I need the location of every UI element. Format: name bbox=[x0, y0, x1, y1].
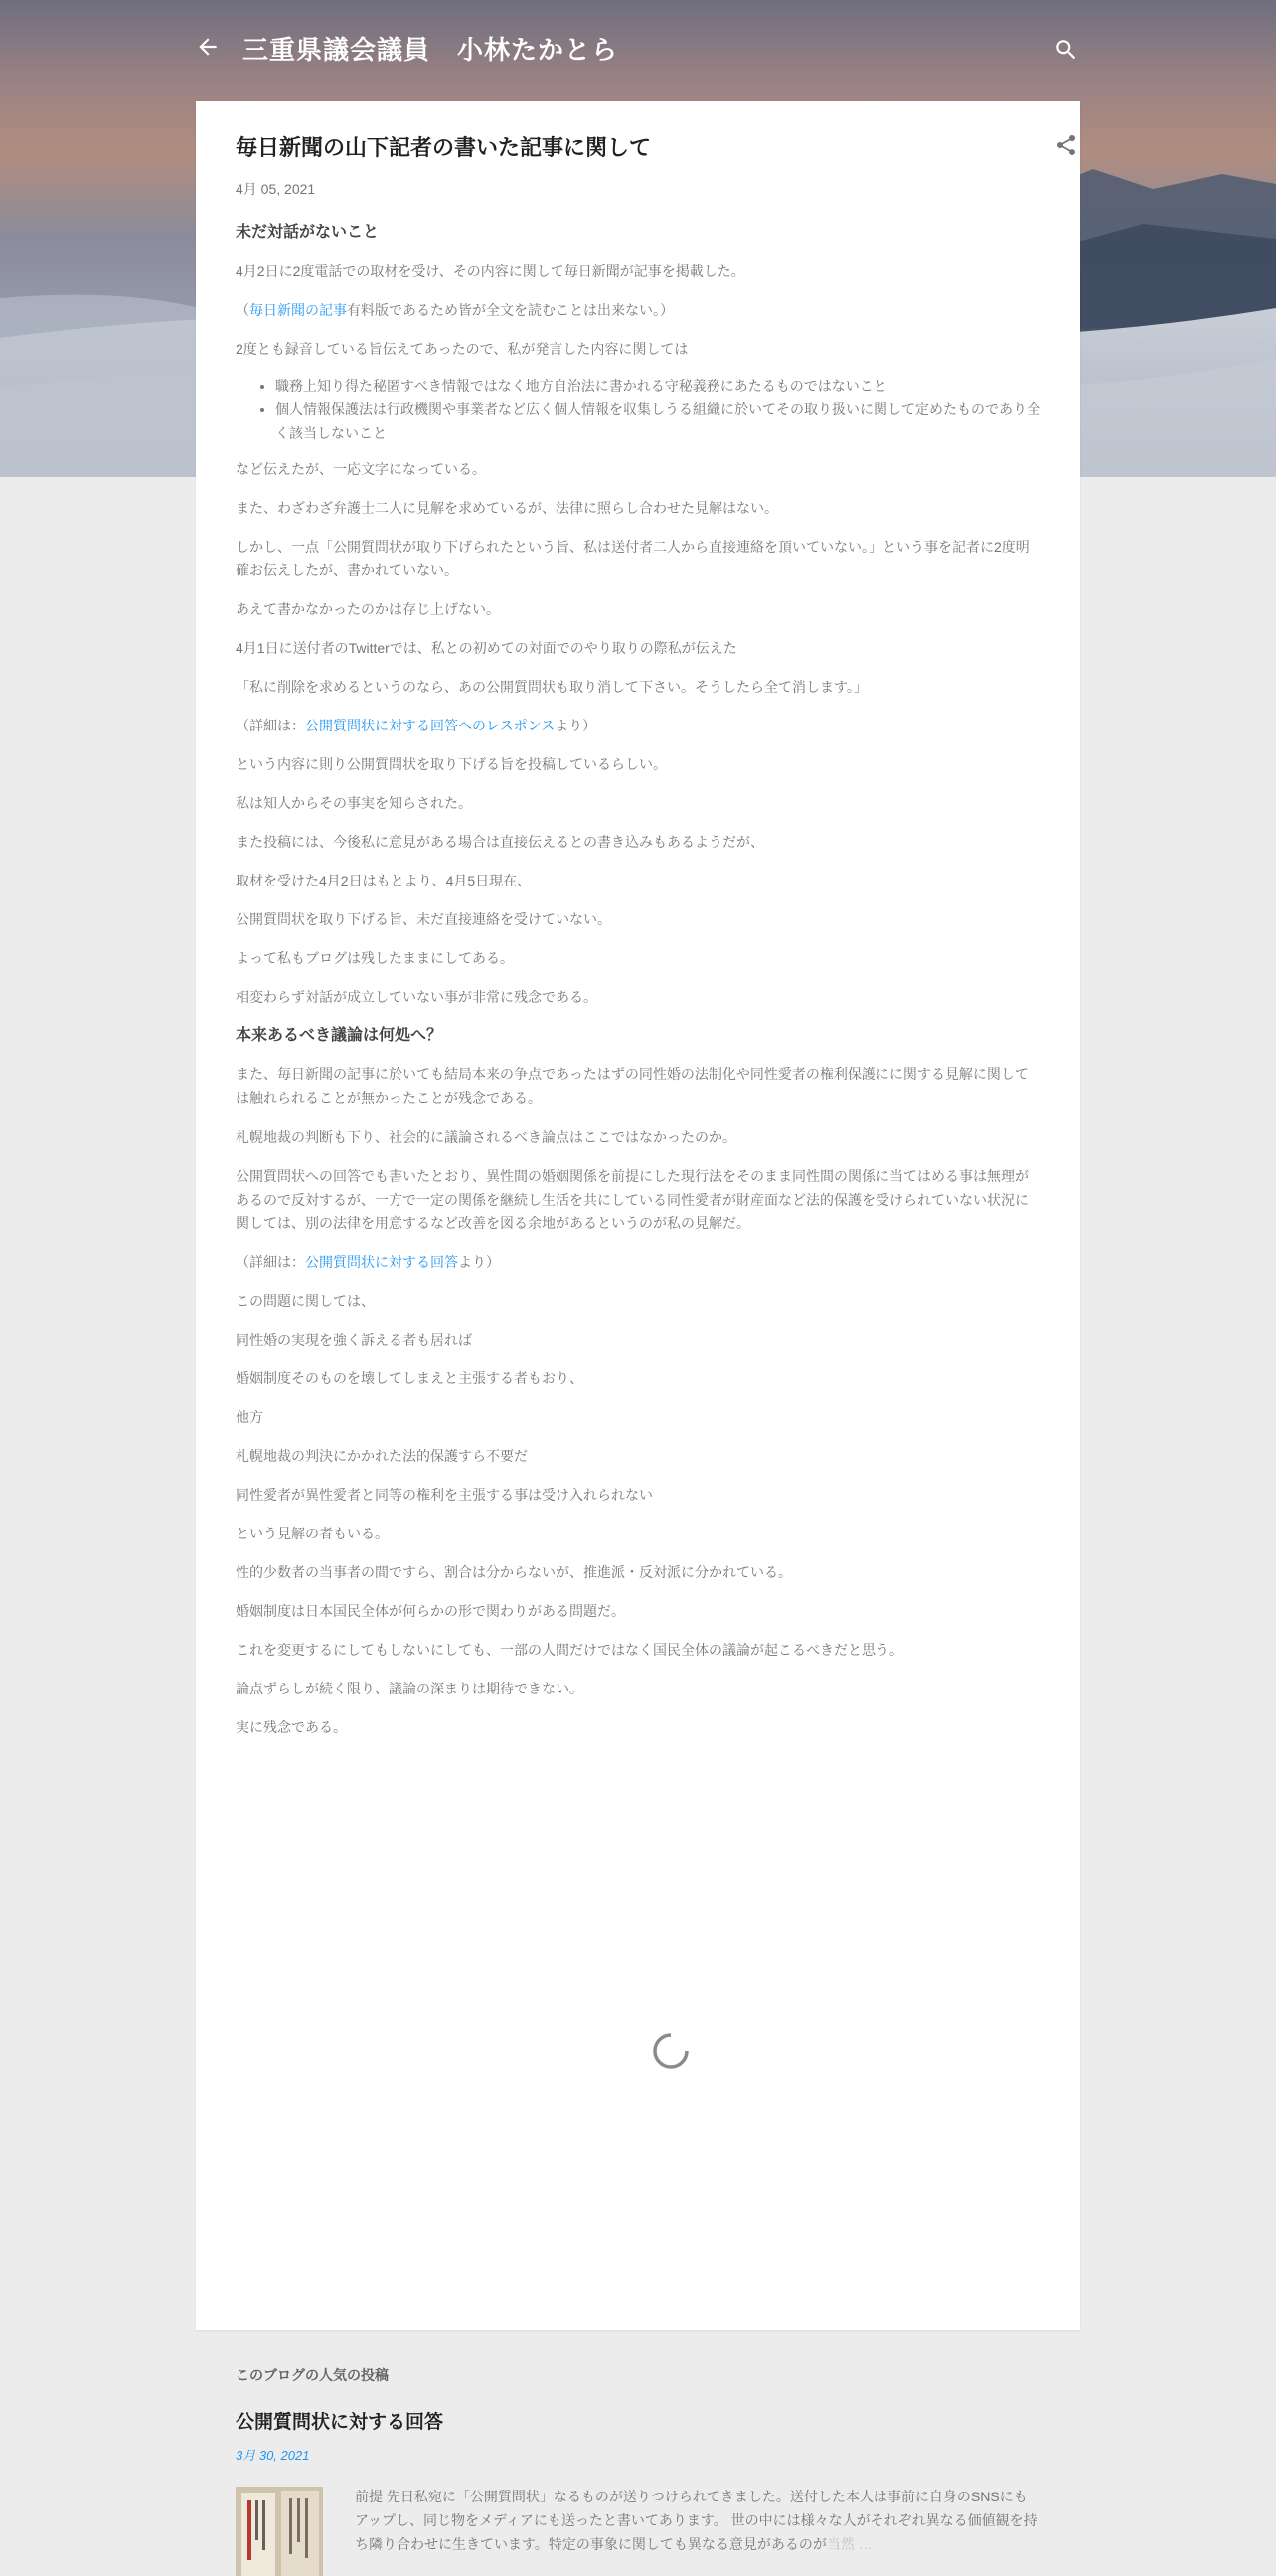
paren-open: （ bbox=[236, 302, 249, 318]
post-date: 4月 05, 2021 bbox=[236, 181, 316, 197]
list-item: • 職務上知り得た秘匿すべき情報ではなく地方自治法に書かれる守秘義務にあたるものではないこと bbox=[275, 374, 1040, 398]
paragraph: また投稿には、今後私に意見がある場合は直接伝えるとの書き込みもあるようだが、 bbox=[236, 834, 764, 850]
post-body bbox=[236, 221, 1040, 1754]
paragraph-text: より） bbox=[458, 1254, 500, 1270]
paragraph: 同性愛者が異性愛者と同等の権利を主張する事は受け入れられない bbox=[236, 1487, 653, 1503]
paragraph: 2度とも録音している旨伝えてあったので、私が発言した内容に関しては bbox=[236, 341, 689, 357]
response-post-link[interactable]: 公開質問状に対する回答へのレスポンス bbox=[305, 718, 556, 733]
paragraph-text: より） bbox=[555, 718, 597, 733]
paragraph: 実に残念である。 bbox=[236, 1719, 347, 1735]
paragraph: しかし、一点「公開質問状が取り下げられたという旨、私は送付者二人から直接連絡を頂いていない。」という事を記者に2度明確お伝えしたが、書かれていない。 bbox=[236, 539, 1030, 578]
paragraph-text: 有料版であるため皆が全文を読むことは出来ない。） bbox=[347, 302, 674, 318]
paragraph-text: （詳細は： bbox=[236, 1254, 305, 1270]
search-icon[interactable] bbox=[1053, 37, 1079, 63]
paragraph bbox=[236, 1250, 1040, 1274]
paragraph: など伝えたが、一応文字になっている。 bbox=[236, 461, 486, 477]
paragraph: という内容に則り公開質問状を取り下げる旨を投稿しているらしい。 bbox=[236, 756, 667, 772]
paragraph: 4月1日に送付者のTwitterでは、私との初めての対面でのやり取りの際私が伝えた bbox=[236, 640, 737, 656]
loading-spinner-icon bbox=[651, 2031, 691, 2071]
paragraph: 公開質問状への回答でも書いたとおり、異性間の婚姻関係を前提にした現行法をそのまま同性間の関係に当てはめる事は無理があるので反対するが、一方で一定の関係を継続し生活を共にしている同性愛者が財産面など法的保護を受けられていない状況に関しては、別の法律を用意するなど改善を図る余地があるというのが私の見解だ。 bbox=[236, 1168, 1029, 1231]
paragraph: また、毎日新聞の記事に於いても結局本来の争点であったはずの同性婚の法制化や同性愛者の権利保護にに関する見解に関しては触れられることが無かったことが残念である。 bbox=[236, 1066, 1029, 1106]
paragraph: 公開質問状を取り下げる旨、未だ直接連絡を受けていない。 bbox=[236, 911, 611, 927]
paragraph: という見解の者もいる。 bbox=[236, 1526, 389, 1541]
popular-post-title[interactable]: 公開質問状に対する回答 bbox=[236, 2412, 444, 2433]
post-title: 毎日新聞の山下記者の書いた記事に関して bbox=[236, 135, 652, 160]
paragraph: 他方 bbox=[236, 1409, 263, 1425]
arrow-back-icon[interactable] bbox=[195, 34, 221, 60]
paragraph: 婚姻制度は日本国民全体が何らかの形で関わりがある問題だ。 bbox=[236, 1603, 625, 1619]
popular-posts-heading: このブログの人気の投稿 bbox=[236, 2367, 389, 2383]
paragraph: この問題に関しては、 bbox=[236, 1293, 375, 1309]
top-app-bar bbox=[0, 0, 1276, 99]
popular-post-snippet bbox=[355, 2485, 1040, 2556]
paragraph: 婚姻制度そのものを壊してしまえと主張する者もおり、 bbox=[236, 1370, 583, 1386]
mainichi-article-link[interactable]: 毎日新聞の記事 bbox=[249, 302, 347, 318]
document-thumbnail-image bbox=[236, 2487, 323, 2576]
post-card bbox=[196, 101, 1080, 2330]
paragraph bbox=[236, 714, 1040, 737]
paragraph: また、わざわざ弁護士二人に見解を求めているが、法律に照らし合わせた見解はない。 bbox=[236, 500, 778, 516]
paragraph: 札幌地裁の判断も下り、社会的に議論されるべき論点はここではなかったのか。 bbox=[236, 1129, 736, 1145]
paragraph: 私は知人からその事実を知らされた。 bbox=[236, 795, 472, 811]
popular-post-date: 3月 30, 2021 bbox=[236, 2448, 310, 2463]
snippet-text: 前提 先日私宛に「公開質問状」なるものが送りつけられてきました。送付した本人は事前に自身のSNSにもアップし、同じ物をメディアにも送ったと書いてあります。 世の中には様々な人がそれぞれ異なる価値観を持ち隣り合わせに生きています。特定の事象に関しても異なる意見があるのが bbox=[355, 2489, 1037, 2552]
section-heading: 未だ対話がないこと bbox=[236, 224, 380, 241]
popular-post-thumbnail[interactable] bbox=[236, 2487, 323, 2576]
paragraph: 同性婚の実現を強く訴える者も居れば bbox=[236, 1332, 472, 1348]
paragraph: よって私もブログは残したままにしてある。 bbox=[236, 950, 514, 966]
paragraph: 相変わらず対話が成立していない事が非常に残念である。 bbox=[236, 989, 597, 1005]
snippet-ellipsis: … bbox=[858, 2536, 873, 2552]
answer-post-link[interactable]: 公開質問状に対する回答 bbox=[305, 1254, 458, 1270]
paragraph: これを変更するにしてもしないにしても、一部の人間だけではなく国民全体の議論が起こるべきだと思う。 bbox=[236, 1642, 903, 1658]
paragraph: あえて書かなかったのかは存じ上げない。 bbox=[236, 601, 500, 617]
blog-title[interactable]: 三重県議会議員 小林たかとら bbox=[242, 35, 619, 65]
share-icon[interactable] bbox=[1054, 133, 1078, 157]
paragraph: 論点ずらしが続く限り、議論の深まりは期待できない。 bbox=[236, 1681, 583, 1696]
section-heading: 本来あるべき議論は何処へ？ bbox=[236, 1027, 443, 1044]
paragraph: 札幌地裁の判決にかかれた法的保護すら不要だ bbox=[236, 1448, 528, 1464]
paragraph bbox=[236, 298, 1040, 322]
list-item: • 個人情報保護法は行政機関や事業者など広く個人情報を収集しうる組織に於いてその取り扱いに関して定めたものであり全く該当しないこと bbox=[275, 398, 1040, 445]
paragraph-text: （詳細は： bbox=[236, 718, 305, 733]
paragraph: 取材を受けた4月2日はもとより、4月5日現在、 bbox=[236, 873, 532, 888]
paragraph: 「私に削除を求めるというのなら、あの公開質問状も取り消して下さい。そうしたら全て消します。」 bbox=[236, 679, 868, 695]
paragraph: 4月2日に2度電話での取材を受け、その内容に関して毎日新聞が記事を掲載した。 bbox=[236, 263, 745, 279]
bullet-list bbox=[236, 374, 1040, 445]
paragraph: 性的少数者の当事者の間ですら、割合は分からないが、推進派・反対派に分かれている。 bbox=[236, 1564, 792, 1580]
snippet-fade-text: 当然 bbox=[826, 2536, 855, 2552]
